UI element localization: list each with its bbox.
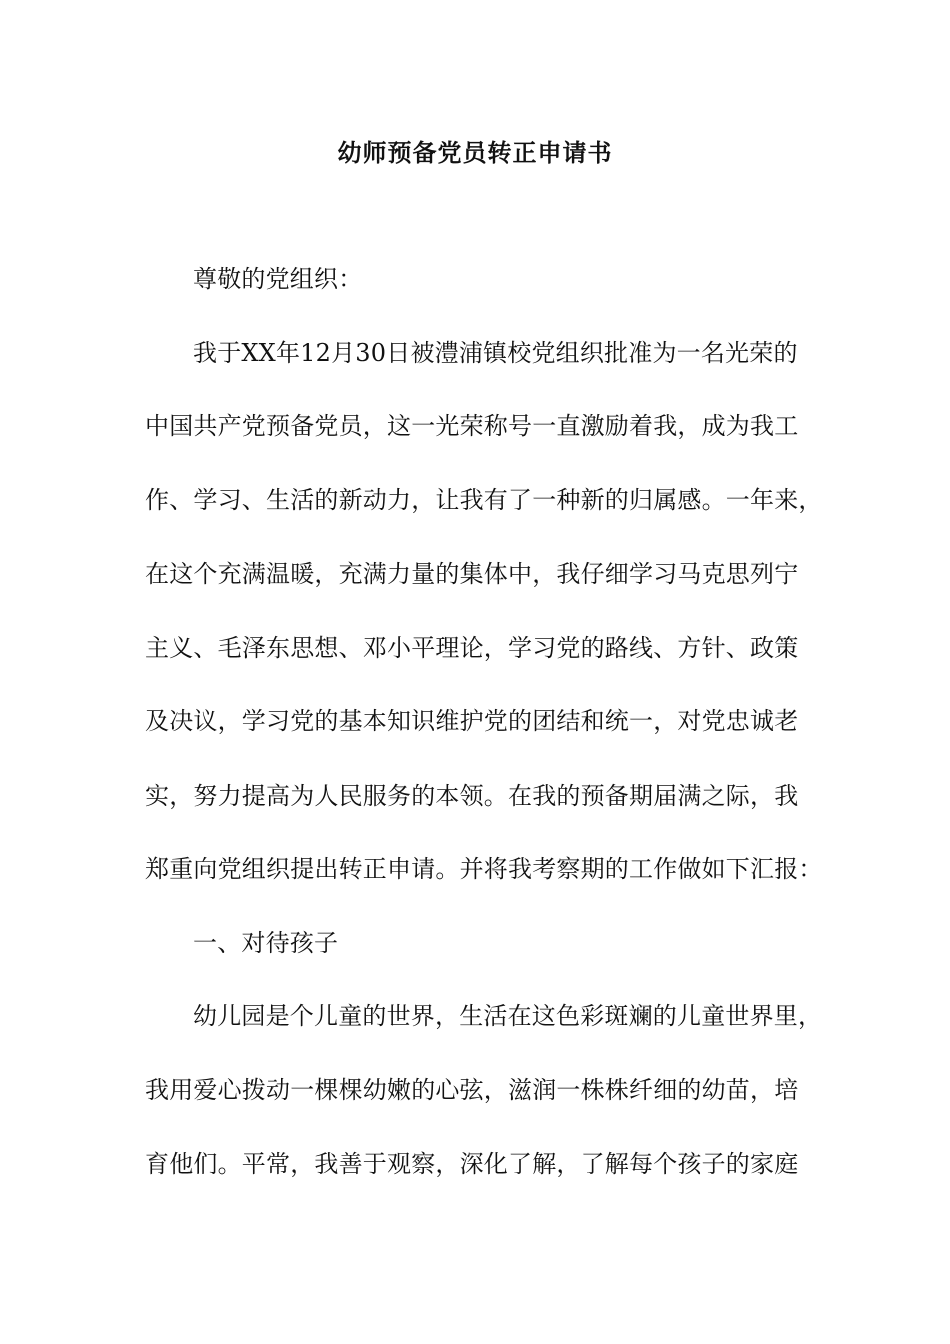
paragraph-line: 中国共产党预备党员，这一光荣称号一直激励着我，成为我工: [145, 412, 799, 440]
document-title: 幼师预备党员转正申请书: [337, 138, 613, 167]
salutation: 尊敬的党组织：: [193, 265, 363, 293]
paragraph-line: 实，努力提高为人民服务的本领。在我的预备期届满之际，我: [145, 782, 799, 810]
paragraph-line: 郑重向党组织提出转正申请。并将我考察期的工作做如下汇报：: [145, 855, 823, 883]
paragraph-line: 及决议，学习党的基本知识维护党的团结和统一，对党忠诚老: [145, 707, 799, 735]
paragraph-line: 主义、毛泽东思想、邓小平理论，学习党的路线、方针、政策: [145, 634, 799, 662]
paragraph-line: 幼儿园是个儿童的世界，生活在这色彩斑斓的儿童世界里，: [193, 1002, 823, 1030]
paragraph-line: 在这个充满温暖，充满力量的集体中，我仔细学习马克思列宁: [145, 560, 799, 588]
section-heading: 一、对待孩子: [193, 929, 339, 957]
paragraph-line: 我用爱心拨动一棵棵幼嫩的心弦，滋润一株株纤细的幼苗，培: [145, 1076, 799, 1104]
paragraph-line: 作、学习、生活的新动力，让我有了一种新的归属感。一年来，: [145, 486, 823, 514]
paragraph-line: 我于XX年12月30日被澧浦镇校党组织批准为一名光荣的: [193, 339, 798, 367]
paragraph-line: 育他们。平常，我善于观察，深化了解，了解每个孩子的家庭: [145, 1150, 799, 1178]
